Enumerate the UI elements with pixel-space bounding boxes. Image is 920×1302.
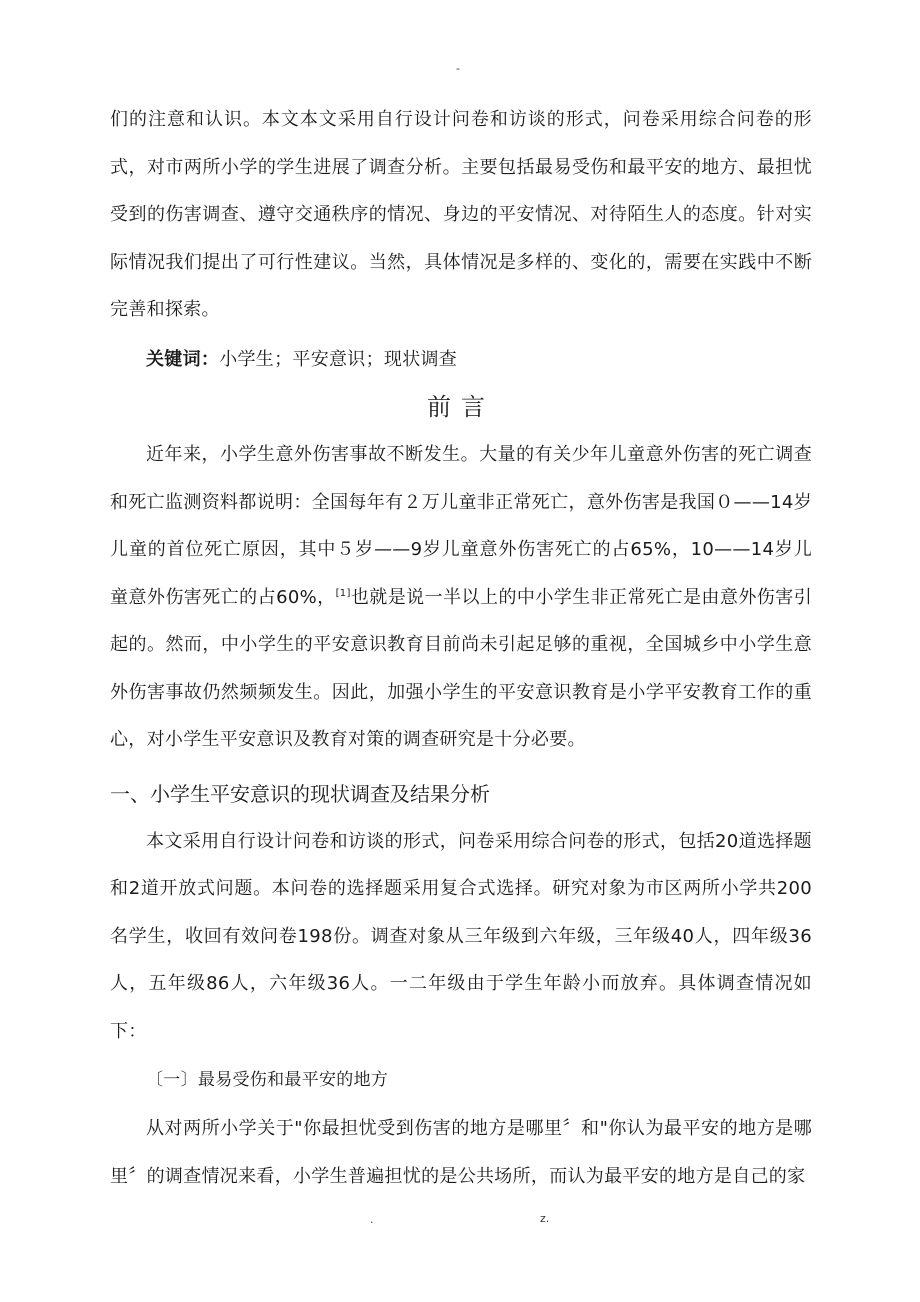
abstract-continuation: 们的注意和认识。本文本文采用自行设计问卷和访谈的形式，问卷采用综合问卷的形式，对市两所小学的学生进展了调查分析。主要包括最易受伤和最平安的地方、最担忧受到的伤害调查、遵守交通秩序的情况、身边的平安情况、对待陌生人的态度。针对实际情况我们提出了可行性建议。当然，具体情况是多样的、变化的，需要在实践中不断完善和探索。 <box>110 109 812 320</box>
subsection-paragraph: 从对两所小学关于"你最担忧受到伤害的地方是哪里〞和"你认为最平安的地方是哪里〞的调查情况来看，小学生普遍担忧的是公共场所，而认为最平安的地方是自己的家 <box>110 1118 812 1187</box>
citation-marker: [1] <box>335 587 351 599</box>
footer-right-mark: z. <box>540 1212 550 1225</box>
keywords-value: 小学生；平安意识；现状调查 <box>219 348 458 370</box>
preface-text-part1: 近年来，小学生意外伤害事故不断发生。大量的有关少年儿童意外伤害的死亡调查和死亡监测资料都说明：全国每年有２万儿童非正常死亡，意外伤害是我国０——14岁儿童的首位死亡原因，其中５岁——9岁儿童意外伤害死亡的占65%，10——14岁儿童意外伤害死亡的占60%， <box>110 444 812 608</box>
preface-paragraph <box>110 431 812 764</box>
preface-text-part2: 也就是说一半以上的中小学生非正常死亡是由意外伤害引起的。然而，中小学生的平安意识教育目前尚未引起足够的重视，全国城乡中小学生意外伤害事故仍然频频发生。因此，加强小学生的平安意识教育是小学平安教育工作的重心，对小学生平安意识及教育对策的调查研究是十分必要。 <box>110 586 812 750</box>
header-mark: - <box>456 62 460 75</box>
keywords-line <box>110 336 812 384</box>
section-paragraph: 本文采用自行设计问卷和访谈的形式，问卷采用综合问卷的形式，包括20道选择题和2道开放式问题。本问卷的选择题采用复合式选择。研究对象为市区两所小学共200名学生，收回有效问卷198份。调查对象从三年级到六年级，三年级40人，四年级36人，五年级86人，六年级36人。一二年级由于学生年龄小而放弃。具体调查情况如下： <box>110 830 812 1042</box>
preface-title: 前言 <box>427 393 495 421</box>
section-heading: 一、小学生平安意识的现状调查及结果分析 <box>110 781 490 806</box>
document-body <box>110 96 812 1200</box>
keywords-label: 关键词： <box>146 348 220 370</box>
subsection-heading: 〔一〕最易受伤和最平安的地方 <box>146 1070 389 1090</box>
footer-left-mark: . <box>370 1213 374 1226</box>
